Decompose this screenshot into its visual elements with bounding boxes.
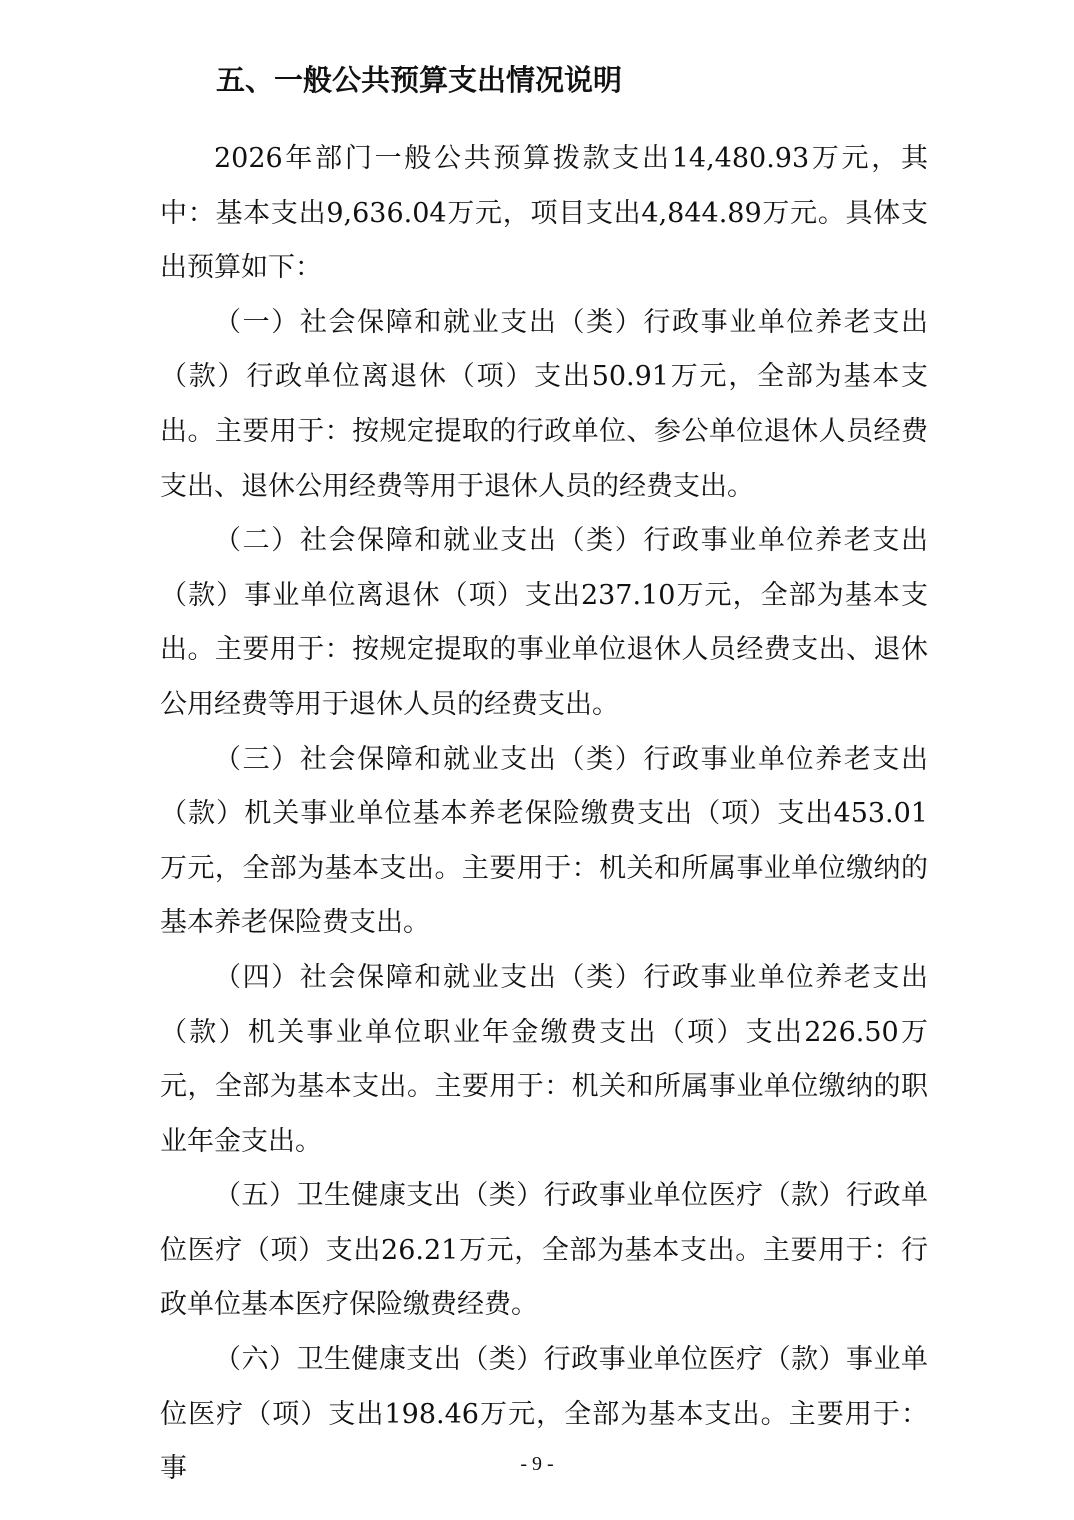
body-text	[160, 132, 928, 1497]
page-number: - 9 -	[520, 1453, 554, 1475]
paragraph-item-5: （五）卫生健康支出（类）行政事业单位医疗（款）行政单位医疗（项）支出26.21万元，全部为基本支出。主要用于：行政单位基本医疗保险缴费经费。	[160, 1180, 928, 1321]
paragraph-summary: 2026年部门一般公共预算拨款支出14,480.93万元，其中：基本支出9,636.04万元，项目支出4,844.89万元。具体支出预算如下：	[160, 143, 928, 284]
paragraph-item-3: （三）社会保障和就业支出（类）行政事业单位养老支出（款）机关事业单位基本养老保险缴费支出（项）支出453.01万元，全部为基本支出。主要用于：机关和所属事业单位缴纳的基本养老保险费支出。	[160, 743, 928, 939]
paragraph-item-6: （六）卫生健康支出（类）行政事业单位医疗（款）事业单位医疗（项）支出198.46万元，全部为基本支出。主要用于：事	[160, 1344, 928, 1485]
paragraph-item-2: （二）社会保障和就业支出（类）行政事业单位养老支出（款）事业单位离退休（项）支出237.10万元，全部为基本支出。主要用于：按规定提取的事业单位退休人员经费支出、退休公用经费等用于退休人员的经费支出。	[160, 525, 928, 720]
paragraph-item-4: （四）社会保障和就业支出（类）行政事业单位养老支出（款）机关事业单位职业年金缴费支出（项）支出226.50万元，全部为基本支出。主要用于：机关和所属事业单位缴纳的职业年金支出。	[160, 961, 928, 1157]
paragraph-item-1: （一）社会保障和就业支出（类）行政事业单位养老支出（款）行政单位离退休（项）支出50.91万元，全部为基本支出。主要用于：按规定提取的行政单位、参公单位退休人员经费支出、退休公用经费等用于退休人员的经费支出。	[160, 306, 928, 502]
section-heading: 五、一般公共预算支出情况说明	[216, 63, 623, 97]
